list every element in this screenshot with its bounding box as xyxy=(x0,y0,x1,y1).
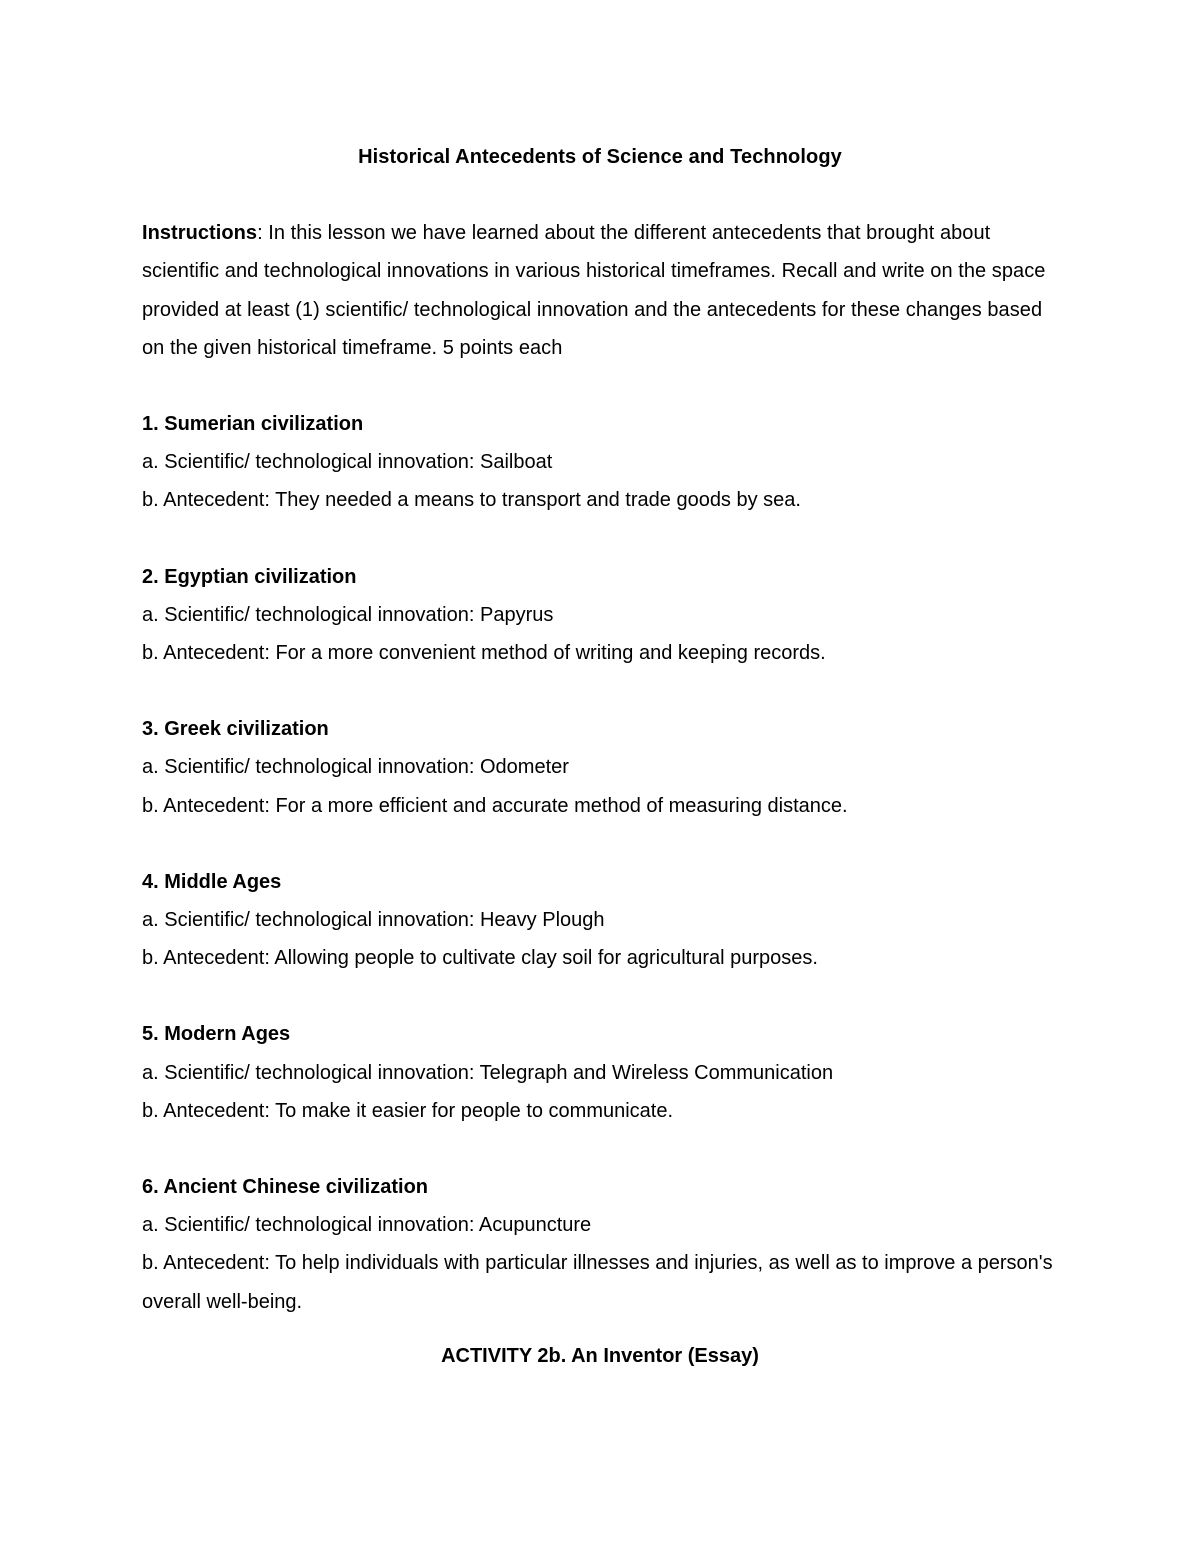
section-heading: 4. Middle Ages xyxy=(142,870,282,893)
section-modern-ages xyxy=(142,1015,1062,1130)
instructions-text: In this lesson we have learned about the different antecedents that brought about scientific and technological innovations in various historical timeframes. Recall and write on the space provided at least (1) scientific/ technological innovation and the antecedents for these changes based on the given historical timeframe. 5 points each xyxy=(142,222,1046,359)
section-sumerian xyxy=(142,405,1062,520)
instructions-label: Instructions xyxy=(142,222,258,245)
section-heading: 1. Sumerian civilization xyxy=(142,413,364,436)
section-heading: 5. Modern Ages xyxy=(142,1023,291,1046)
innovation-line: a. Scientific/ technological innovation: Heavy Plough xyxy=(142,909,605,932)
section-greek xyxy=(142,710,1062,825)
activity-heading: ACTIVITY 2b. An Inventor (Essay) xyxy=(441,1344,759,1367)
antecedent-line: b. Antecedent: To make it easier for people to communicate. xyxy=(142,1099,674,1122)
section-heading: 3. Greek civilization xyxy=(142,718,329,741)
instructions-paragraph xyxy=(142,214,1062,367)
instructions-separator: : xyxy=(257,222,263,245)
antecedent-line: b. Antecedent: They needed a means to transport and trade goods by sea. xyxy=(142,489,801,512)
antecedent-line: b. Antecedent: To help individuals with particular illnesses and injuries, as well as to improve a person's overall well-being. xyxy=(142,1252,1053,1313)
innovation-line: a. Scientific/ technological innovation: Papyrus xyxy=(142,603,554,626)
section-egyptian xyxy=(142,558,1062,673)
section-heading: 2. Egyptian civilization xyxy=(142,565,357,588)
innovation-line: a. Scientific/ technological innovation: Acupuncture xyxy=(142,1214,592,1237)
document-body xyxy=(142,138,1062,1375)
antecedent-line: b. Antecedent: Allowing people to cultivate clay soil for agricultural purposes. xyxy=(142,947,818,970)
section-ancient-chinese xyxy=(142,1168,1062,1321)
innovation-line: a. Scientific/ technological innovation: Telegraph and Wireless Communication xyxy=(142,1061,834,1084)
document-title: Historical Antecedents of Science and Technology xyxy=(358,146,842,168)
section-heading: 6. Ancient Chinese civilization xyxy=(142,1176,428,1199)
innovation-line: a. Scientific/ technological innovation: Odometer xyxy=(142,756,569,779)
section-middle-ages xyxy=(142,863,1062,978)
innovation-line: a. Scientific/ technological innovation: Sailboat xyxy=(142,451,553,474)
antecedent-line: b. Antecedent: For a more convenient method of writing and keeping records. xyxy=(142,642,826,665)
antecedent-line: b. Antecedent: For a more efficient and accurate method of measuring distance. xyxy=(142,794,848,817)
